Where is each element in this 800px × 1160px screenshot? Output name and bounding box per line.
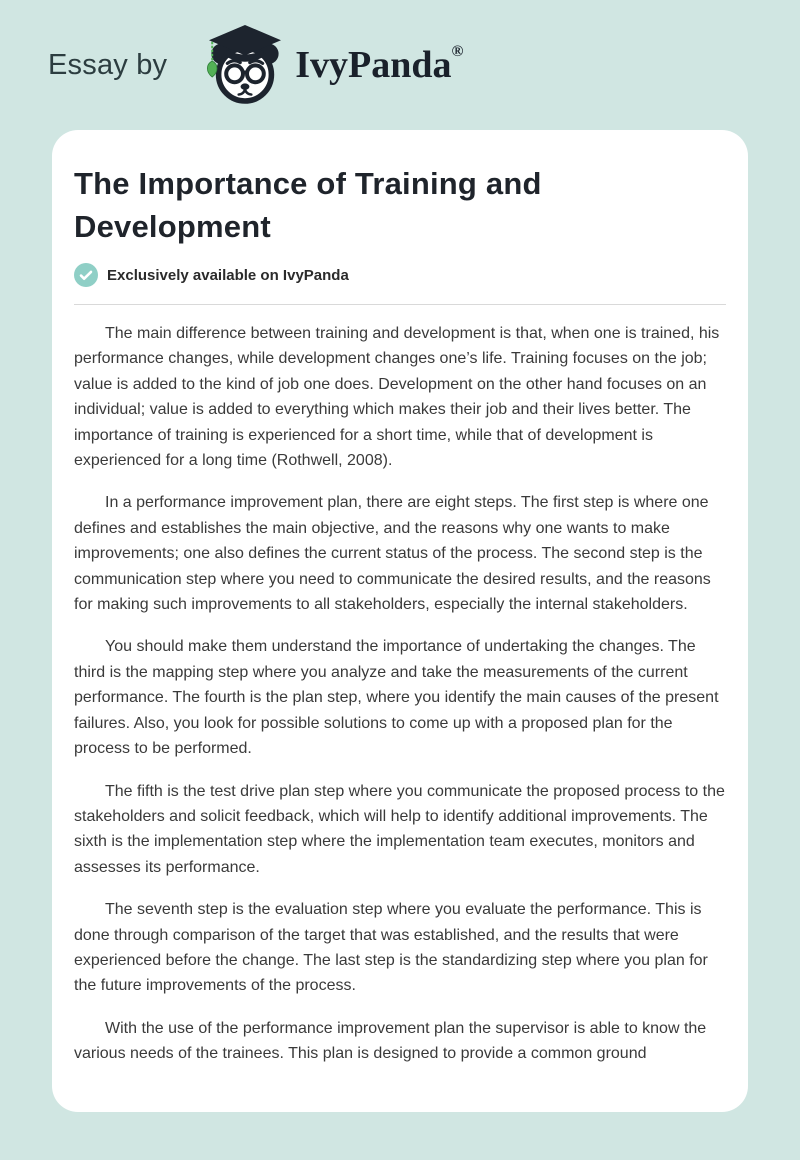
brand-name: IvyPanda	[295, 44, 452, 86]
page-header	[0, 0, 800, 130]
essay-by-label: Essay by	[48, 48, 168, 81]
essay-paragraph: The main difference between training and development is that, when one is trained, his performance changes, while development changes one’s life. Training focuses on the job; value is added to the kind of job one does. Development on the other hand focuses on an individual; value is added to everything which makes their job and their lives better. The importance of training is experienced for a short time, while that of development is experienced for a long time (Rothwell, 2008).	[74, 325, 720, 470]
exclusive-badge-label: Exclusively available on IvyPanda	[107, 266, 349, 284]
essay-paragraph: In a performance improvement plan, there are eight steps. The first step is where one defines and establishes the main objective, and the reasons why one wants to make improvements; one also defines the current status of the process. The second step is the communication step where you need to communicate the desired results, and the reasons for making such improvements to all stakeholders, especially the internal stakeholders.	[74, 494, 711, 614]
brand-logo	[205, 23, 463, 107]
brand-wordmark	[295, 43, 464, 86]
exclusive-badge	[74, 263, 726, 287]
page-title: The Importance of Training and Development	[74, 166, 542, 244]
essay-paragraph: The fifth is the test drive plan step where you communicate the proposed process to the stakeholders and solicit feedback, which will help to identify additional improvements. The sixth is the implementation step where the implementation team executes, monitors and assesses its performance.	[74, 782, 725, 876]
essay-paragraph: The seventh step is the evaluation step where you evaluate the performance. This is done through comparison of the target that was established, and the results that were experienced before the change. The last step is the standardizing step where you plan for the future improvements of the process.	[74, 901, 708, 995]
check-icon	[74, 263, 98, 287]
divider	[74, 304, 726, 305]
essay-card	[52, 130, 748, 1112]
essay-body	[74, 321, 726, 1067]
registered-trademark: ®	[451, 43, 464, 60]
panda-graduate-icon	[205, 23, 285, 107]
essay-paragraph: With the use of the performance improvement plan the supervisor is able to know the various needs of the trainees. This plan is designed to provide a common ground	[74, 1019, 707, 1063]
essay-paragraph: You should make them understand the importance of undertaking the changes. The third is the mapping step where you analyze and take the measurements of the current performance. The fourth is the plan step, where you identify the main causes of the present failures. Also, you look for possible solutions to come up with a proposed plan for the process to be performed.	[74, 638, 719, 758]
